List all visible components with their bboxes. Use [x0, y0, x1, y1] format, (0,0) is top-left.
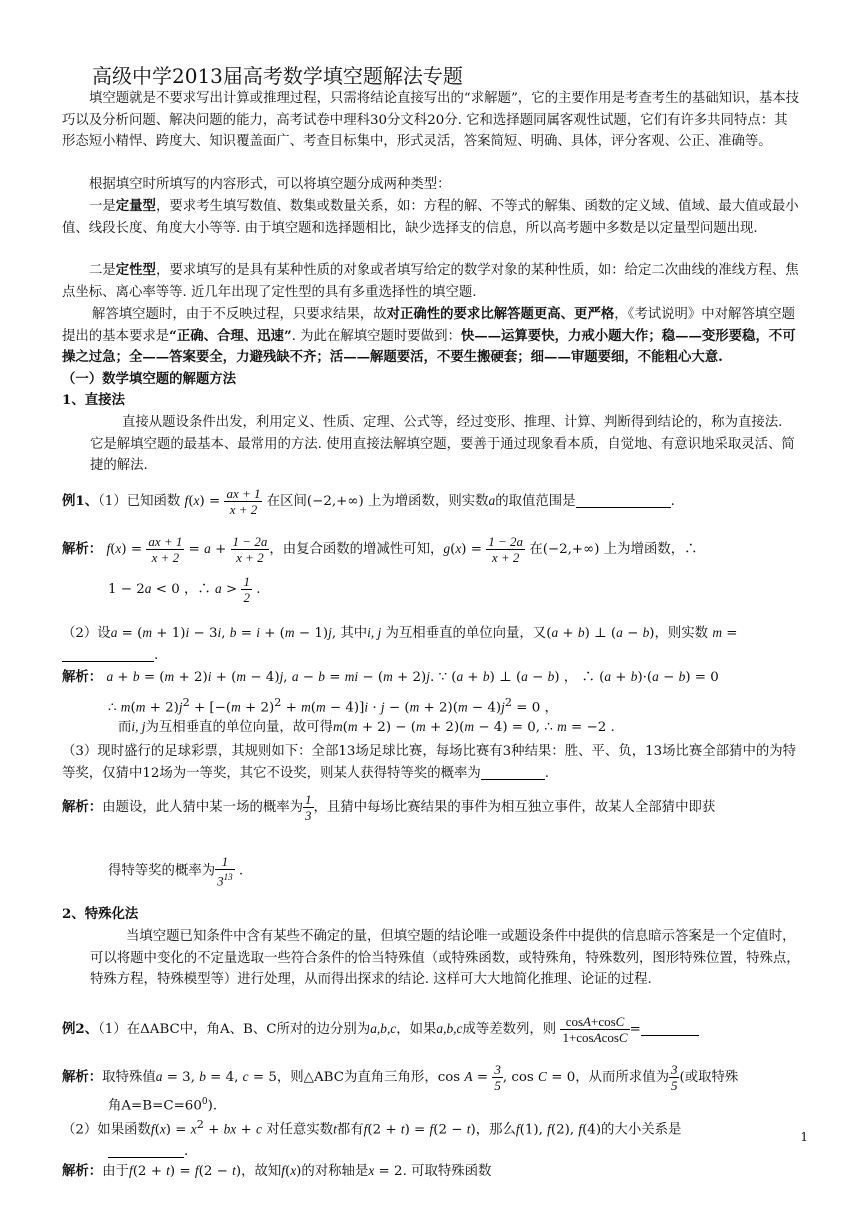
answer-blank[interactable]	[576, 493, 671, 508]
example1-q2: （2）设a = (m + 1)i − 3i, b = i + (m − 1)j, 其中i, j 为互相垂直的单位向量，又(a + b) ⊥ (a − b)，则实数 m = .	[62, 625, 738, 663]
example1-q1: 例1、（1）已知函数 f(x) = $\frac{ax + 1}{x + 2}$ 在区间(−2,+∞) 上为增函数，则实数a的取值范围是 .	[62, 486, 675, 517]
sol2-text-b: 为互相垂直的单位向量，故可得	[145, 720, 333, 735]
ex1-q1-text: （1）已知函数	[98, 494, 181, 509]
solution5: 解析：由于f(2 + t) = f(2 − t)，故知f(x)的对称轴是x = 2. 可取特殊函数	[62, 1163, 492, 1179]
solution3-line2: 得特等奖的概率为 $\frac{1}{3^{13}}$ .	[108, 854, 244, 889]
sol1-text-b: 在	[529, 542, 543, 557]
sol5-text-c: 的对称轴是	[301, 1164, 369, 1179]
solution-label: 解析：	[62, 1069, 103, 1085]
sol1-text-c: 上为增函数，∴	[603, 542, 698, 557]
solution1: 解析： f(x) = $\frac{ax + 1}{x + 2}$ = a + $\frac{1 - 2a}{x + 2}$ ，由复合函数的增减性可知，g(x) = $\frac{1 - 2a}{x + 2}$ 在(−2,+∞) 上为增函数，∴	[62, 534, 698, 565]
ex2-q2-text-a: （2）如果函数	[62, 1122, 151, 1138]
ex1-q2-text-c: 为互相垂直的单位向量，又	[385, 626, 547, 641]
solution-label: 解析：	[62, 799, 103, 815]
solution-label: 解析：	[62, 669, 103, 685]
answer-requirements	[62, 304, 800, 369]
ex1-q1-text-b: 在区间	[266, 494, 307, 509]
subsection-special: 2、特殊化法	[62, 906, 139, 922]
special-method-text: 当填空题已知条件中含有某些不确定的量，但填空题的结论唯一或题设条件中提供的信息暗示答案是一个定值时，可以将题中变化的不定量选取一些符合条件的恰当特殊值（或特殊函数，或特殊角，特殊数列，图形特殊位置，特殊点，特殊方程，特殊模型等）进行处理，从而得出探求的结论. 这样可大大地简化推理、论证的过程.	[90, 929, 800, 987]
type2-head: 二是	[89, 263, 116, 278]
answer-blank[interactable]	[62, 647, 154, 662]
example1-label: 例1、	[62, 493, 99, 509]
answer-blank[interactable]	[108, 1143, 184, 1158]
solution2-line3: 而i, j为互相垂直的单位向量，故可得m(m + 2) − (m + 2)(m − 4) = 0, ∴ m = −2 .	[118, 719, 615, 735]
ex2-q2-text-d: ，那么	[475, 1122, 516, 1138]
ex1-q2-text-b: 其中	[340, 626, 368, 641]
ex2-q2-text-e: 的大小关系是	[601, 1122, 682, 1138]
type1-text: ，要求考生填写数值、数集或数量关系，如：方程的解、不等式的解集、函数的定义域、值域、最大值或最小值、线段长度、角度大小等等. 由于填空题和选择题相比，缺少选择支的信息，所以高考题中多数是以定量型问题出现.	[62, 199, 799, 236]
fraction: $\frac{ax + 1}{x + 2}$	[226, 486, 261, 517]
type2-term: 定性型	[115, 262, 156, 278]
answer-text-b: 对正确性的要求比解答题更高、更严格	[386, 306, 615, 322]
ex2-q2-text-c: 都有	[336, 1122, 364, 1138]
sol3-text-c: 得特等奖的概率为	[108, 863, 216, 879]
sol2-text-a: 而	[118, 720, 132, 735]
section-heading: （一）数学填空题的解题方法	[62, 371, 237, 387]
sol5-text-b: ，故知	[241, 1164, 282, 1179]
solution2-line2: ∴ $m(m + 2)j^2 + [-(m + 2)^2 + m(m - 4)]i \cdot j - (m + 2)(m - 4)j^2 = 0$ ，	[108, 696, 558, 716]
type2-text: ，要求填写的是具有某种性质的对象或者填写给定的数学对象的某种性质，如：给定二次曲线的准线方程、焦点坐标、离心率等等. 近几年出现了定性型的具有多重选择性的填空题.	[62, 263, 799, 300]
type1-paragraph	[62, 196, 800, 239]
answer-text-e: . 为此在解填空题时要做到：	[291, 328, 461, 344]
intro-types: 根据填空时所填写的内容形式，可以将填空题分成两种类型：	[89, 177, 451, 192]
answer-text-f: 快——运算要快，力戒小题大作；稳——变形要稳，不可操之过急；全——答案要全，力避残缺不齐；活——解题要活，不要生搬硬套；细——审题要细，不能粗心大意.	[62, 327, 796, 365]
ex1-q1-text-c: 上为增函数，则实数	[368, 494, 489, 509]
answer-text-d: “正确、合理、迅速”	[169, 327, 292, 344]
direct-method-text: 直接从题设条件出发，利用定义、性质、定理、公式等，经过变形、推理、计算、判断得到结论的，称为直接法. 它是解填空题的最基本、最常用的方法. 使用直接法解填空题，要善于通过现象看本质，自觉地、有意识地采取灵活、简捷的解法.	[90, 415, 795, 473]
solution-label: 解析：	[62, 1163, 103, 1179]
example2-label: 例2、	[62, 1021, 99, 1037]
sol4-text-c: ，从而所求值为	[575, 1070, 669, 1085]
sol4-text-a: 取特殊值	[102, 1070, 156, 1085]
solution2: 解析： a + b = (m + 2)i + (m − 4)j, a − b = mi − (m + 2)j. ∵ (a + b) ⊥ (a − b) ， ∴ (a + b)·(a − b) = 0	[62, 669, 719, 685]
solution4-line2: 角$A=B=C=60^0$).	[108, 1097, 218, 1114]
type1-term: 定量型	[115, 198, 156, 214]
ex1-q1-text-d: 的取值范围是	[495, 494, 576, 509]
intro-paragraph: 填空题就是不要求写出计算或推理过程，只需将结论直接写出的“求解题”，它的主要作用是考查考生的基础知识，基本技巧以及分析问题、解决问题的能力，高考试卷中理科30分文科20分. 它和选择题同属客观性试题，它们有许多共同特点：其形态短小精悍、跨度大、知识覆盖面广、考查目标集中，形式灵活，答案简短、明确、具体，评分客观、公正、准确等。	[62, 91, 799, 149]
answer-blank[interactable]	[481, 765, 545, 780]
sol3-text-b: ，且猜中每场比赛结果的事件为相互独立事件，故某人全部猜中即获	[313, 800, 716, 815]
sol4-text-f: ).	[207, 1098, 218, 1114]
example2-q1: 例2、（1）在ΔABC中，角A、B、C所对的边分别为a,b,c，如果a,b,c成等差数列，则 $\frac{\cos A+\cos C}{\text{1+cosAcosC}}$ =	[62, 1014, 800, 1045]
ex1-q2-text-d: ，则实数	[654, 626, 709, 641]
ex1-q3-text: （3）现时盛行的足球彩票，其规则如下：全部13场足球比赛，每场比赛有3种结果：胜、平、负，13场比赛全部猜中的为特等奖，仅猜中12场为一等奖，其它不设奖，则某人获得特等奖的概率为	[62, 744, 797, 781]
answer-text-a: 解答填空题时，由于不反映过程，只要求结果，故	[92, 307, 387, 322]
solution3: 解析：由题设，此人猜中某一场的概率为 $\frac{1}{3}$ ，且猜中每场比赛结果的事件为相互独立事件，故某人全部猜中即获	[62, 792, 716, 823]
page-title: 高级中学2013届高考数学填空题解法专题	[92, 64, 463, 88]
type2-paragraph	[62, 260, 800, 303]
sol3-text-a: 由题设，此人猜中某一场的概率为	[102, 800, 304, 815]
page-number: 1	[800, 1130, 808, 1144]
example1-q3: （3）现时盛行的足球彩票，其规则如下：全部13场足球比赛，每场比赛有3种结果：胜、平、负，13场比赛全部猜中的为特等奖，仅猜中12场为一等奖，其它不设奖，则某人获得特等奖的概率为 .	[62, 744, 797, 781]
solution4: 解析：取特殊值a = 3, b = 4, c = 5，则△ABC为直角三角形，cos A = $\frac{3}{5}$ , cos C = 0，从而所求值为 $\frac{3}{5}$ (或取特殊	[62, 1062, 739, 1093]
ex2-q1-text-b: ，如果	[396, 1022, 437, 1037]
solution1-line2: 1 − 2a < 0 ，∴ a > $\frac{1}{2}$ .	[108, 574, 261, 605]
sol4-text-b: ，则△ABC为直角三角形，	[276, 1070, 438, 1085]
sol5-text-d: . 可取特殊函数	[402, 1164, 492, 1179]
type1-head: 一是	[89, 199, 116, 214]
sol1-text-a: ，由复合函数的增减性可知，	[269, 542, 444, 557]
answer-blank[interactable]	[641, 1021, 699, 1036]
sol5-text-a: 由于	[102, 1164, 129, 1179]
ex2-q2-text-b: 对任意实数	[266, 1122, 334, 1138]
sol4-text-d: (或取特殊	[679, 1070, 739, 1085]
sol4-text-e: 角A=B=C=60	[108, 1098, 202, 1114]
ex2-q1-text-a: （1）在ΔABC中，角A、B、C所对的边分别为	[98, 1022, 371, 1037]
subsection-direct: 1、直接法	[62, 392, 125, 408]
example2-q2: （2）如果函数$f(x) = x^2$ + bx + c 对任意实数t都有f(2 + t) = f(2 − t)，那么f(1), f(2), f(4)的大小关系是 .	[62, 1118, 682, 1159]
answer-text-c: ，《考试说明》中对解答填空题提出的基本要求是	[62, 307, 796, 344]
ex1-q2-text-a: （2）设	[62, 626, 111, 641]
ex2-q1-text-c: 成等差数列，则	[462, 1022, 557, 1037]
solution-label: 解析：	[62, 541, 103, 557]
